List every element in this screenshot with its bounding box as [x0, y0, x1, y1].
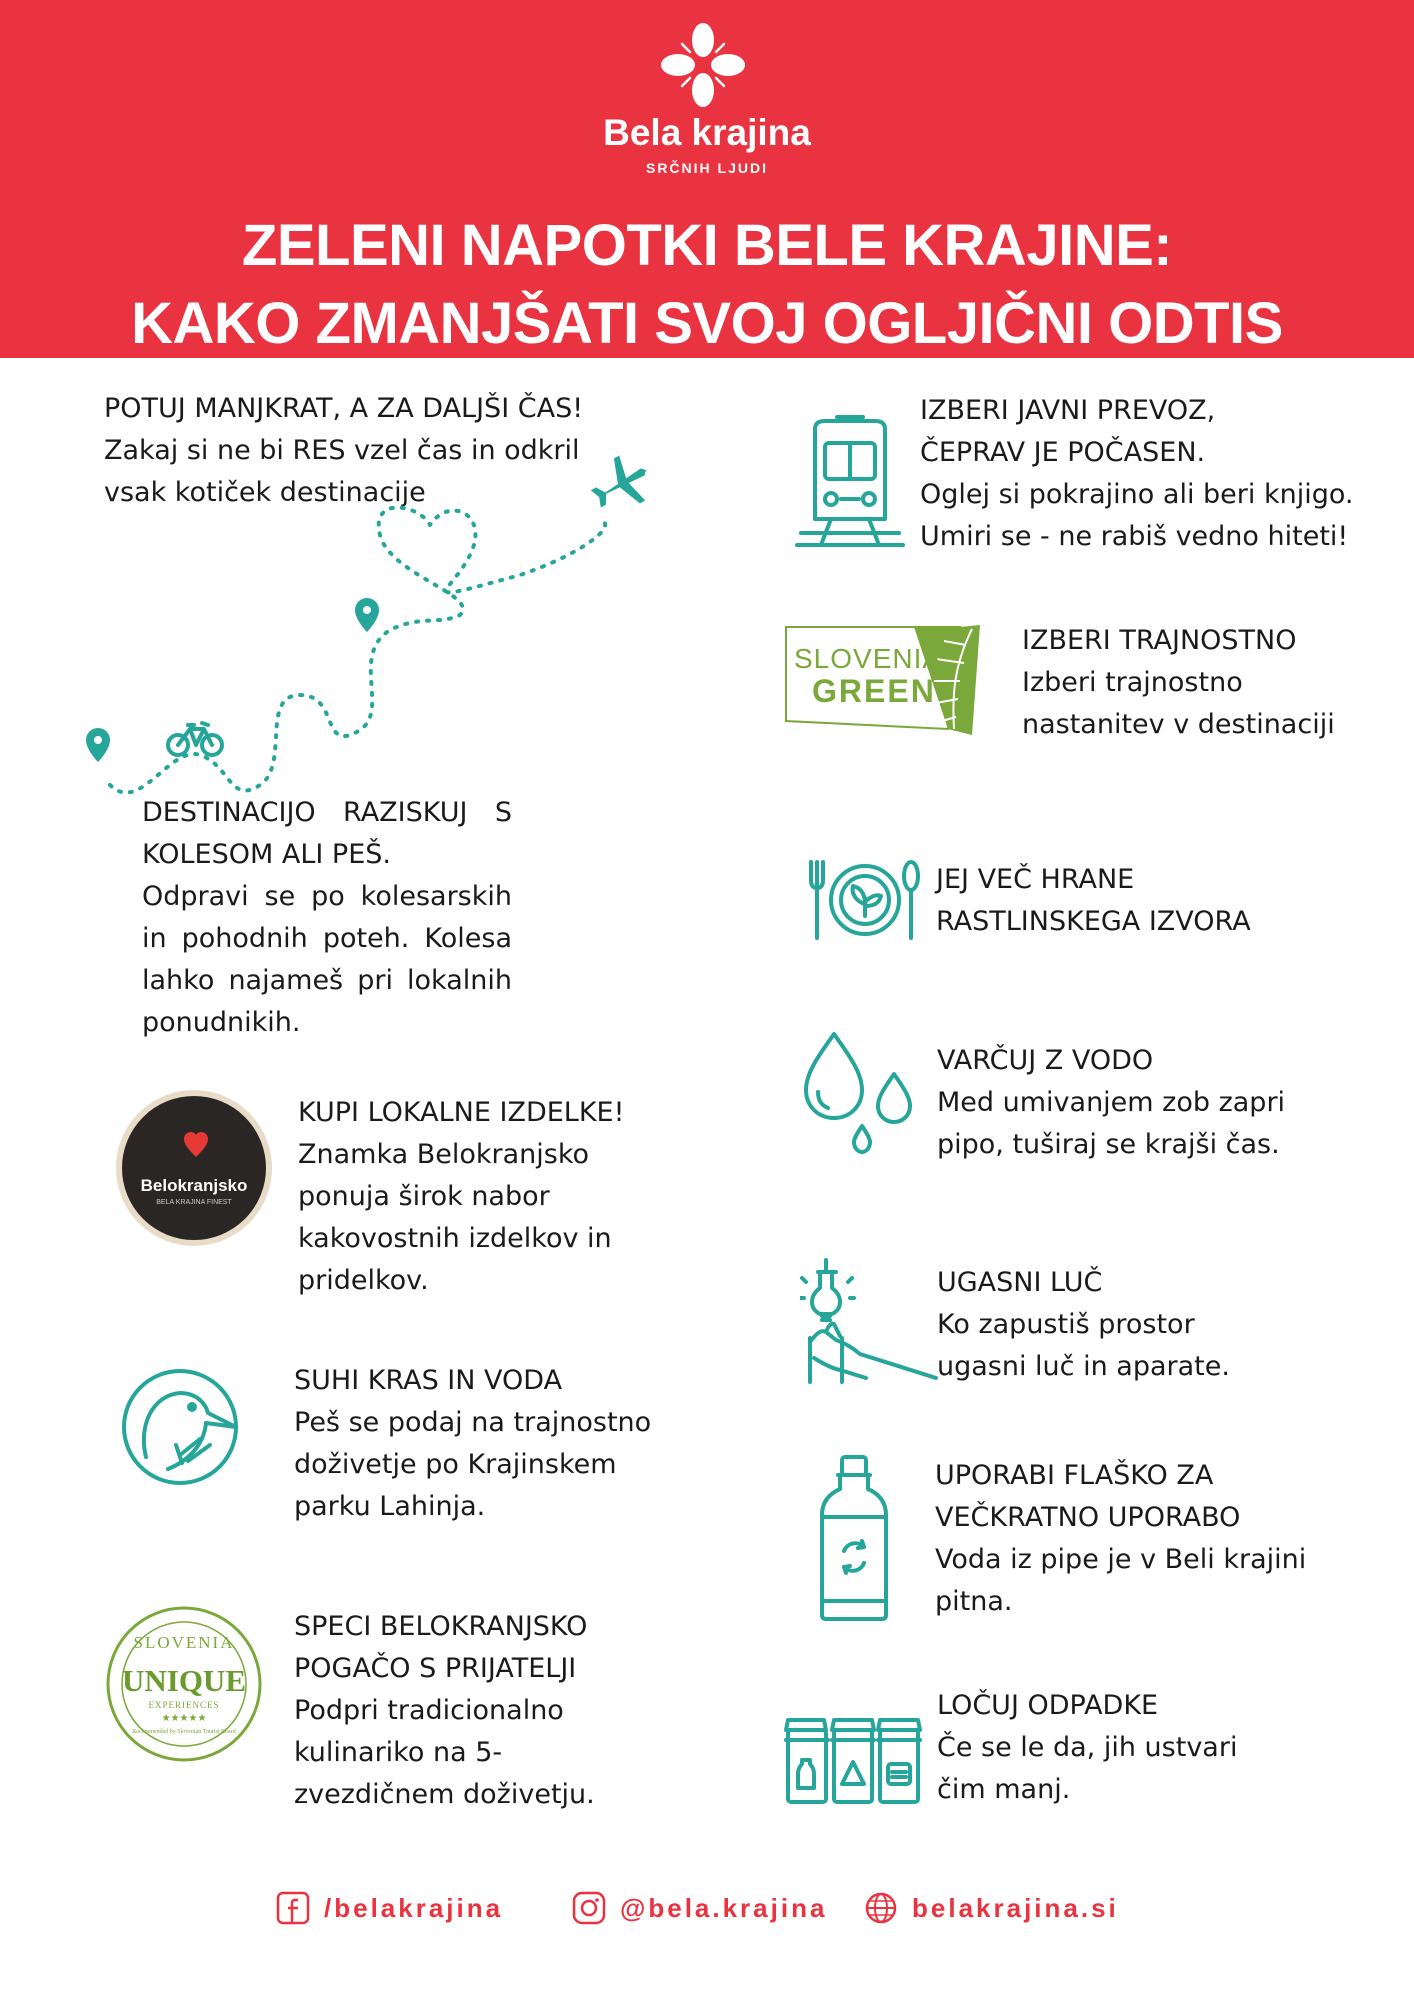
tip-text: Znamka Belokranjsko [298, 1139, 590, 1170]
footer-facebook-link[interactable] [276, 1888, 503, 1928]
footer-website-link[interactable] [864, 1888, 1119, 1928]
badge-stars: ★★★★★ [161, 1713, 207, 1724]
tip-text: Odpravi se po kolesarskih [142, 881, 512, 912]
tip-text: Ko zapustiš prostor [937, 1309, 1195, 1340]
tip-turn-off-light [937, 1262, 1230, 1388]
page-title-line-1: ZELENI NAPOTKI BELE KRAJINE: [241, 213, 1173, 278]
tip-text: Zakaj si ne bi RES vzel čas in odkril [104, 435, 580, 466]
tip-text: Umiri se - ne rabiš vedno hiteti! [920, 521, 1349, 552]
tip-plant-food [936, 859, 1251, 943]
tip-text: Peš se podaj na trajnostno [294, 1407, 652, 1438]
tip-text: vsak kotiček destinacije [104, 477, 426, 508]
tip-heading: UPORABI FLAŠKO ZA [935, 1460, 1214, 1491]
heart-icon [184, 1132, 208, 1158]
footer-instagram-link[interactable] [572, 1888, 827, 1928]
tip-text: nastanitev v destinaciji [1022, 709, 1335, 740]
tip-text: čim manj. [937, 1774, 1071, 1805]
tip-explore-bike [142, 792, 512, 1044]
tip-heading: KOLESOM ALI PEŠ. [142, 839, 391, 870]
page-title-line-2: KAKO ZMANJŠATI SVOJ OGLJIČNI ODTIS [131, 291, 1283, 356]
tip-text: zvezdičnem doživetju. [294, 1779, 595, 1810]
green-badge-text-b: GREEN [812, 673, 936, 709]
tip-text: ugasni luč in aparate. [937, 1351, 1230, 1382]
tip-sustainable-stay [1022, 620, 1335, 746]
tip-heading: KUPI LOKALNE IZDELKE! [298, 1097, 625, 1128]
plate-cutlery-icon [805, 858, 923, 942]
tip-text: Če se le da, jih ustvari [937, 1732, 1238, 1763]
website-url: belakrajina.si [912, 1892, 1119, 1923]
tip-sort-waste [937, 1685, 1237, 1811]
tip-heading: UGASNI LUČ [937, 1267, 1103, 1298]
tip-text: pridelkov. [298, 1265, 429, 1296]
tip-text: Izberi trajnostno [1022, 667, 1243, 698]
badge-top-text: SLOVENIA [133, 1633, 235, 1652]
tip-text: in pohodnih poteh. Kolesa [142, 923, 512, 954]
brand-tagline: SRČNIH LJUDI [645, 160, 768, 176]
tip-text: Voda iz pipe je v Beli krajini [935, 1544, 1307, 1575]
slovenia-green-badge [784, 625, 984, 738]
facebook-icon [276, 1891, 310, 1925]
tip-heading: SPECI BELOKRANJSKO [294, 1611, 588, 1642]
kingfisher-icon [118, 1365, 242, 1489]
tip-text: doživetje po Krajinskem [294, 1449, 617, 1480]
brand-name: Bela krajina [603, 112, 811, 153]
slovenia-unique-badge [103, 1603, 265, 1765]
water-drops-icon [800, 1030, 918, 1154]
tip-text: pitna. [935, 1586, 1013, 1617]
tip-buy-local [298, 1092, 624, 1302]
tip-text: ponudnikih. [142, 1007, 301, 1038]
reusable-bottle-icon [818, 1455, 890, 1621]
globe-icon [864, 1891, 898, 1925]
hand-light-switch-icon [800, 1258, 940, 1384]
airplane-route-icon [60, 455, 660, 815]
facebook-handle: /belakrajina [324, 1892, 504, 1923]
badge-main-text: UNIQUE [121, 1663, 246, 1698]
tip-public-transport [920, 390, 1353, 558]
tip-heading: DESTINACIJO RAZISKUJ S [142, 797, 512, 828]
tip-heading: JEJ VEČ HRANE [936, 864, 1135, 895]
tip-text: pipo, tuširaj se krajši čas. [937, 1129, 1280, 1160]
badge-text: Belokranjsko [140, 1176, 248, 1195]
header-banner [0, 0, 1414, 358]
tip-bake-pogaca [294, 1606, 595, 1816]
badge-sub-text: EXPERIENCES [148, 1700, 220, 1710]
tip-heading: IZBERI JAVNI PREVOZ, [920, 395, 1216, 426]
tip-heading: VEČKRATNO UPORABO [935, 1502, 1241, 1533]
tip-text: lahko najameš pri lokalnih [142, 965, 512, 996]
tip-text: parku Lahinja. [294, 1491, 486, 1522]
tip-text: Podpri tradicionalno [294, 1695, 564, 1726]
belokranjsko-badge [116, 1090, 272, 1246]
recycling-bins-icon [784, 1712, 922, 1804]
tip-heading: POGAČO S PRIJATELJI [294, 1653, 577, 1684]
tip-heading: VARČUJ Z VODO [937, 1045, 1154, 1076]
tip-text: kulinariko na 5- [294, 1737, 503, 1768]
flower-logo-icon [660, 22, 746, 108]
tip-text: Oglej si pokrajino ali beri knjigo. [920, 479, 1354, 510]
tip-heading: IZBERI TRAJNOSTNO [1022, 625, 1297, 656]
instagram-icon [572, 1891, 606, 1925]
tip-save-water [937, 1040, 1285, 1166]
tip-heading: SUHI KRAS IN VODA [294, 1365, 563, 1396]
green-badge-text-a: SLOVENIA [794, 643, 943, 674]
train-icon [795, 415, 905, 555]
tip-reusable-bottle [935, 1455, 1306, 1623]
tip-text: kakovostnih izdelkov in [298, 1223, 612, 1254]
tip-heading: LOČUJ ODPADKE [937, 1690, 1159, 1721]
tip-text: Med umivanjem zob zapri [937, 1087, 1286, 1118]
tip-dry-karst [294, 1360, 651, 1528]
tip-heading: ČEPRAV JE POČASEN. [920, 437, 1206, 468]
badge-ring-text: Recommended by Slovenian Tourist Board [132, 1729, 236, 1735]
badge-subtext: BELA KRAJINA FINEST [156, 1199, 232, 1206]
tip-text: ponuja širok nabor [298, 1181, 550, 1212]
tip-heading: RASTLINSKEGA IZVORA [936, 906, 1251, 937]
tip-heading: POTUJ MANJKRAT, A ZA DALJŠI ČAS! [104, 393, 584, 424]
instagram-handle: @bela.krajina [620, 1892, 828, 1923]
